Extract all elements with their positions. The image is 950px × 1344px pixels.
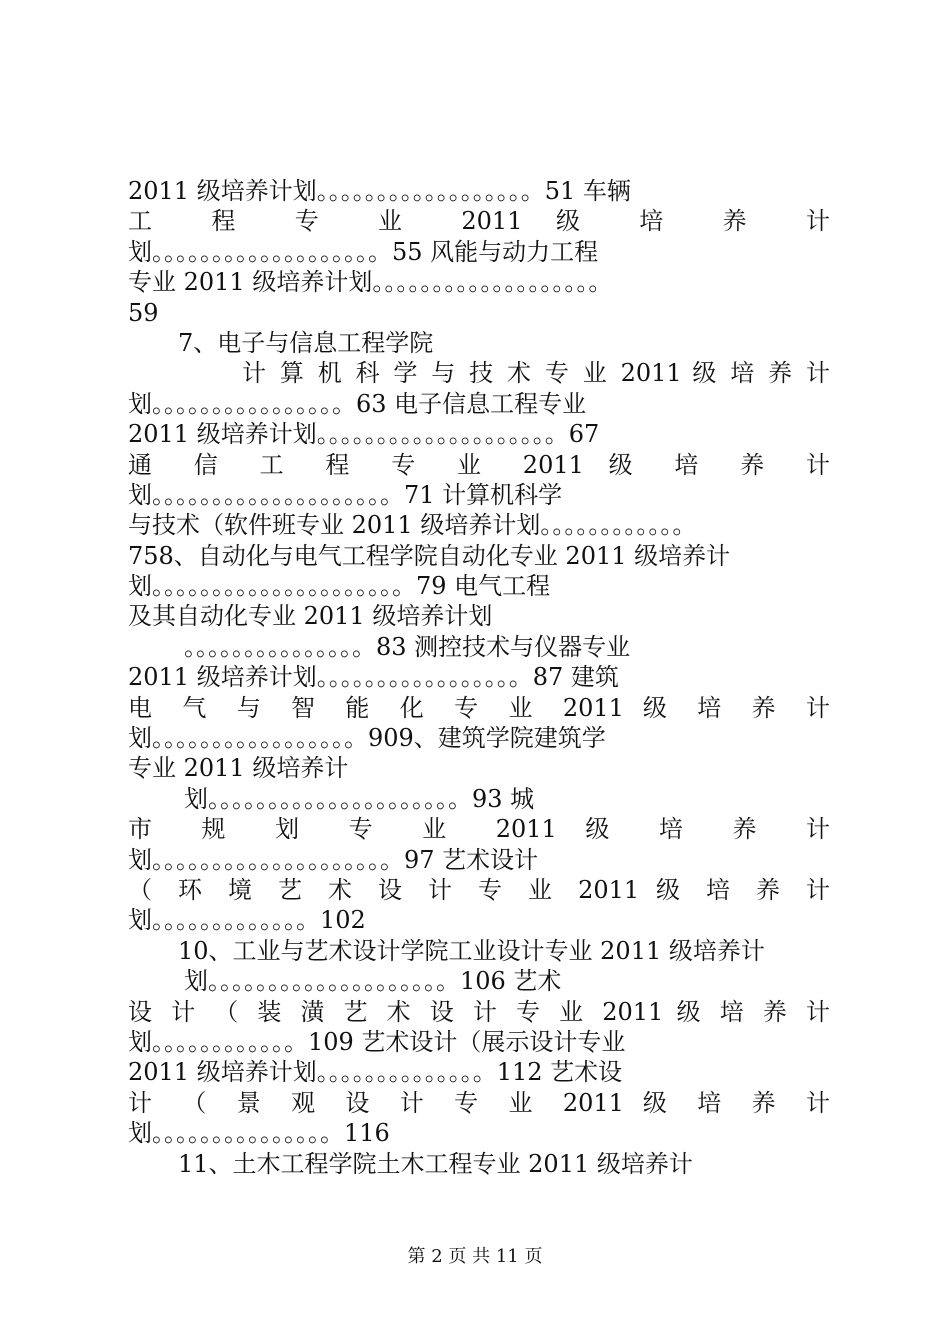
text-line: 通 信 工 程 专 业 2011 级 培 养 计 <box>128 450 830 479</box>
text-line: 。。。。。。。。。。。。。。。83 测控技术与仪器专业 <box>184 632 631 661</box>
text-line: 划。。。。。。。。。。。。。。。。。。。。。93 城 <box>184 784 535 813</box>
text-line: 2011 级培养计划。。。。。。。。。。。。。。。。。。。。67 <box>128 420 600 449</box>
text-line: 划。。。。。。。。。。。。。。。。。。。。97 艺术设计 <box>128 845 539 874</box>
document-body <box>128 176 830 1179</box>
text-line: 电 气 与 智 能 化 专 业 2011 级 培 养 计 <box>128 693 830 722</box>
text-line: 2011 级培养计划。。。。。。。。。。。。。。。。。。51 车辆 <box>128 177 631 205</box>
text-line: 2011 级培养计划。。。。。。。。。。。。。。。。。87 建筑 <box>128 663 619 692</box>
text-line: （ 环 境 艺 术 设 计 专 业 2011 级 培 养 计 <box>128 875 830 904</box>
text-line: 59 <box>128 298 159 327</box>
section-heading: 7、电子与信息工程学院 <box>178 328 434 357</box>
text-line: 计 （ 景 观 设 计 专 业 2011 级 培 养 计 <box>128 1088 830 1117</box>
text-line: 与技术（软件班专业 2011 级培养计划。。。。。。。。。。。。 <box>128 511 697 540</box>
section-heading: 11、土木工程学院土木工程专业 2011 级培养计 <box>178 1149 693 1178</box>
text-line: 划。。。。。。。。。。。。。。。。。。。55 风能与动力工程 <box>128 237 599 266</box>
text-line: 划。。。。。。。。。。。。。。。116 <box>128 1119 390 1148</box>
text-line: 划。。。。。。。。。。。。。。。。。。。。106 艺术 <box>184 967 562 996</box>
text-line: 划。。。。。。。。。。。。。。。。。。。。。79 电气工程 <box>128 572 551 601</box>
text-line: 及其自动化专业 2011 级培养计划 <box>128 602 493 631</box>
text-line: 专业 2011 级培养计 <box>128 754 349 783</box>
text-line: 计 算 机 科 学 与 技 术 专 业 2011 级 培 养 计 <box>242 359 830 388</box>
text-line: 设 计 （ 装 潢 艺 术 设 计 专 业 2011 级 培 养 计 <box>128 997 830 1026</box>
text-line: 专业 2011 级培养计划。。。。。。。。。。。。。。。。。。。 <box>128 268 613 297</box>
text-line: 划。。。。。。。。。。。。。。。。。909、建筑学院建筑学 <box>128 724 606 753</box>
text-line: 工 程 专 业 2011 级 培 养 计 <box>128 207 830 236</box>
text-line: 划。。。。。。。。。。。。。。。。63 电子信息工程专业 <box>128 389 587 418</box>
page-footer: 第 2 页 共 11 页 <box>407 1246 543 1267</box>
section-heading: 10、工业与艺术设计学院工业设计专业 2011 级培养计 <box>178 936 765 965</box>
text-line: 市 规 划 专 业 2011 级 培 养 计 <box>128 815 830 844</box>
text-line: 划。。。。。。。。。。。。109 艺术设计（展示设计专业 <box>128 1027 626 1056</box>
text-line: 2011 级培养计划。。。。。。。。。。。。。。112 艺术设 <box>128 1058 623 1087</box>
text-line: 划。。。。。。。。。。。。。102 <box>128 906 366 935</box>
text-line: 划。。。。。。。。。。。。。。。。。。。。71 计算机科学 <box>128 480 563 509</box>
text-line: 758、自动化与电气工程学院自动化专业 2011 级培养计 <box>128 541 731 570</box>
